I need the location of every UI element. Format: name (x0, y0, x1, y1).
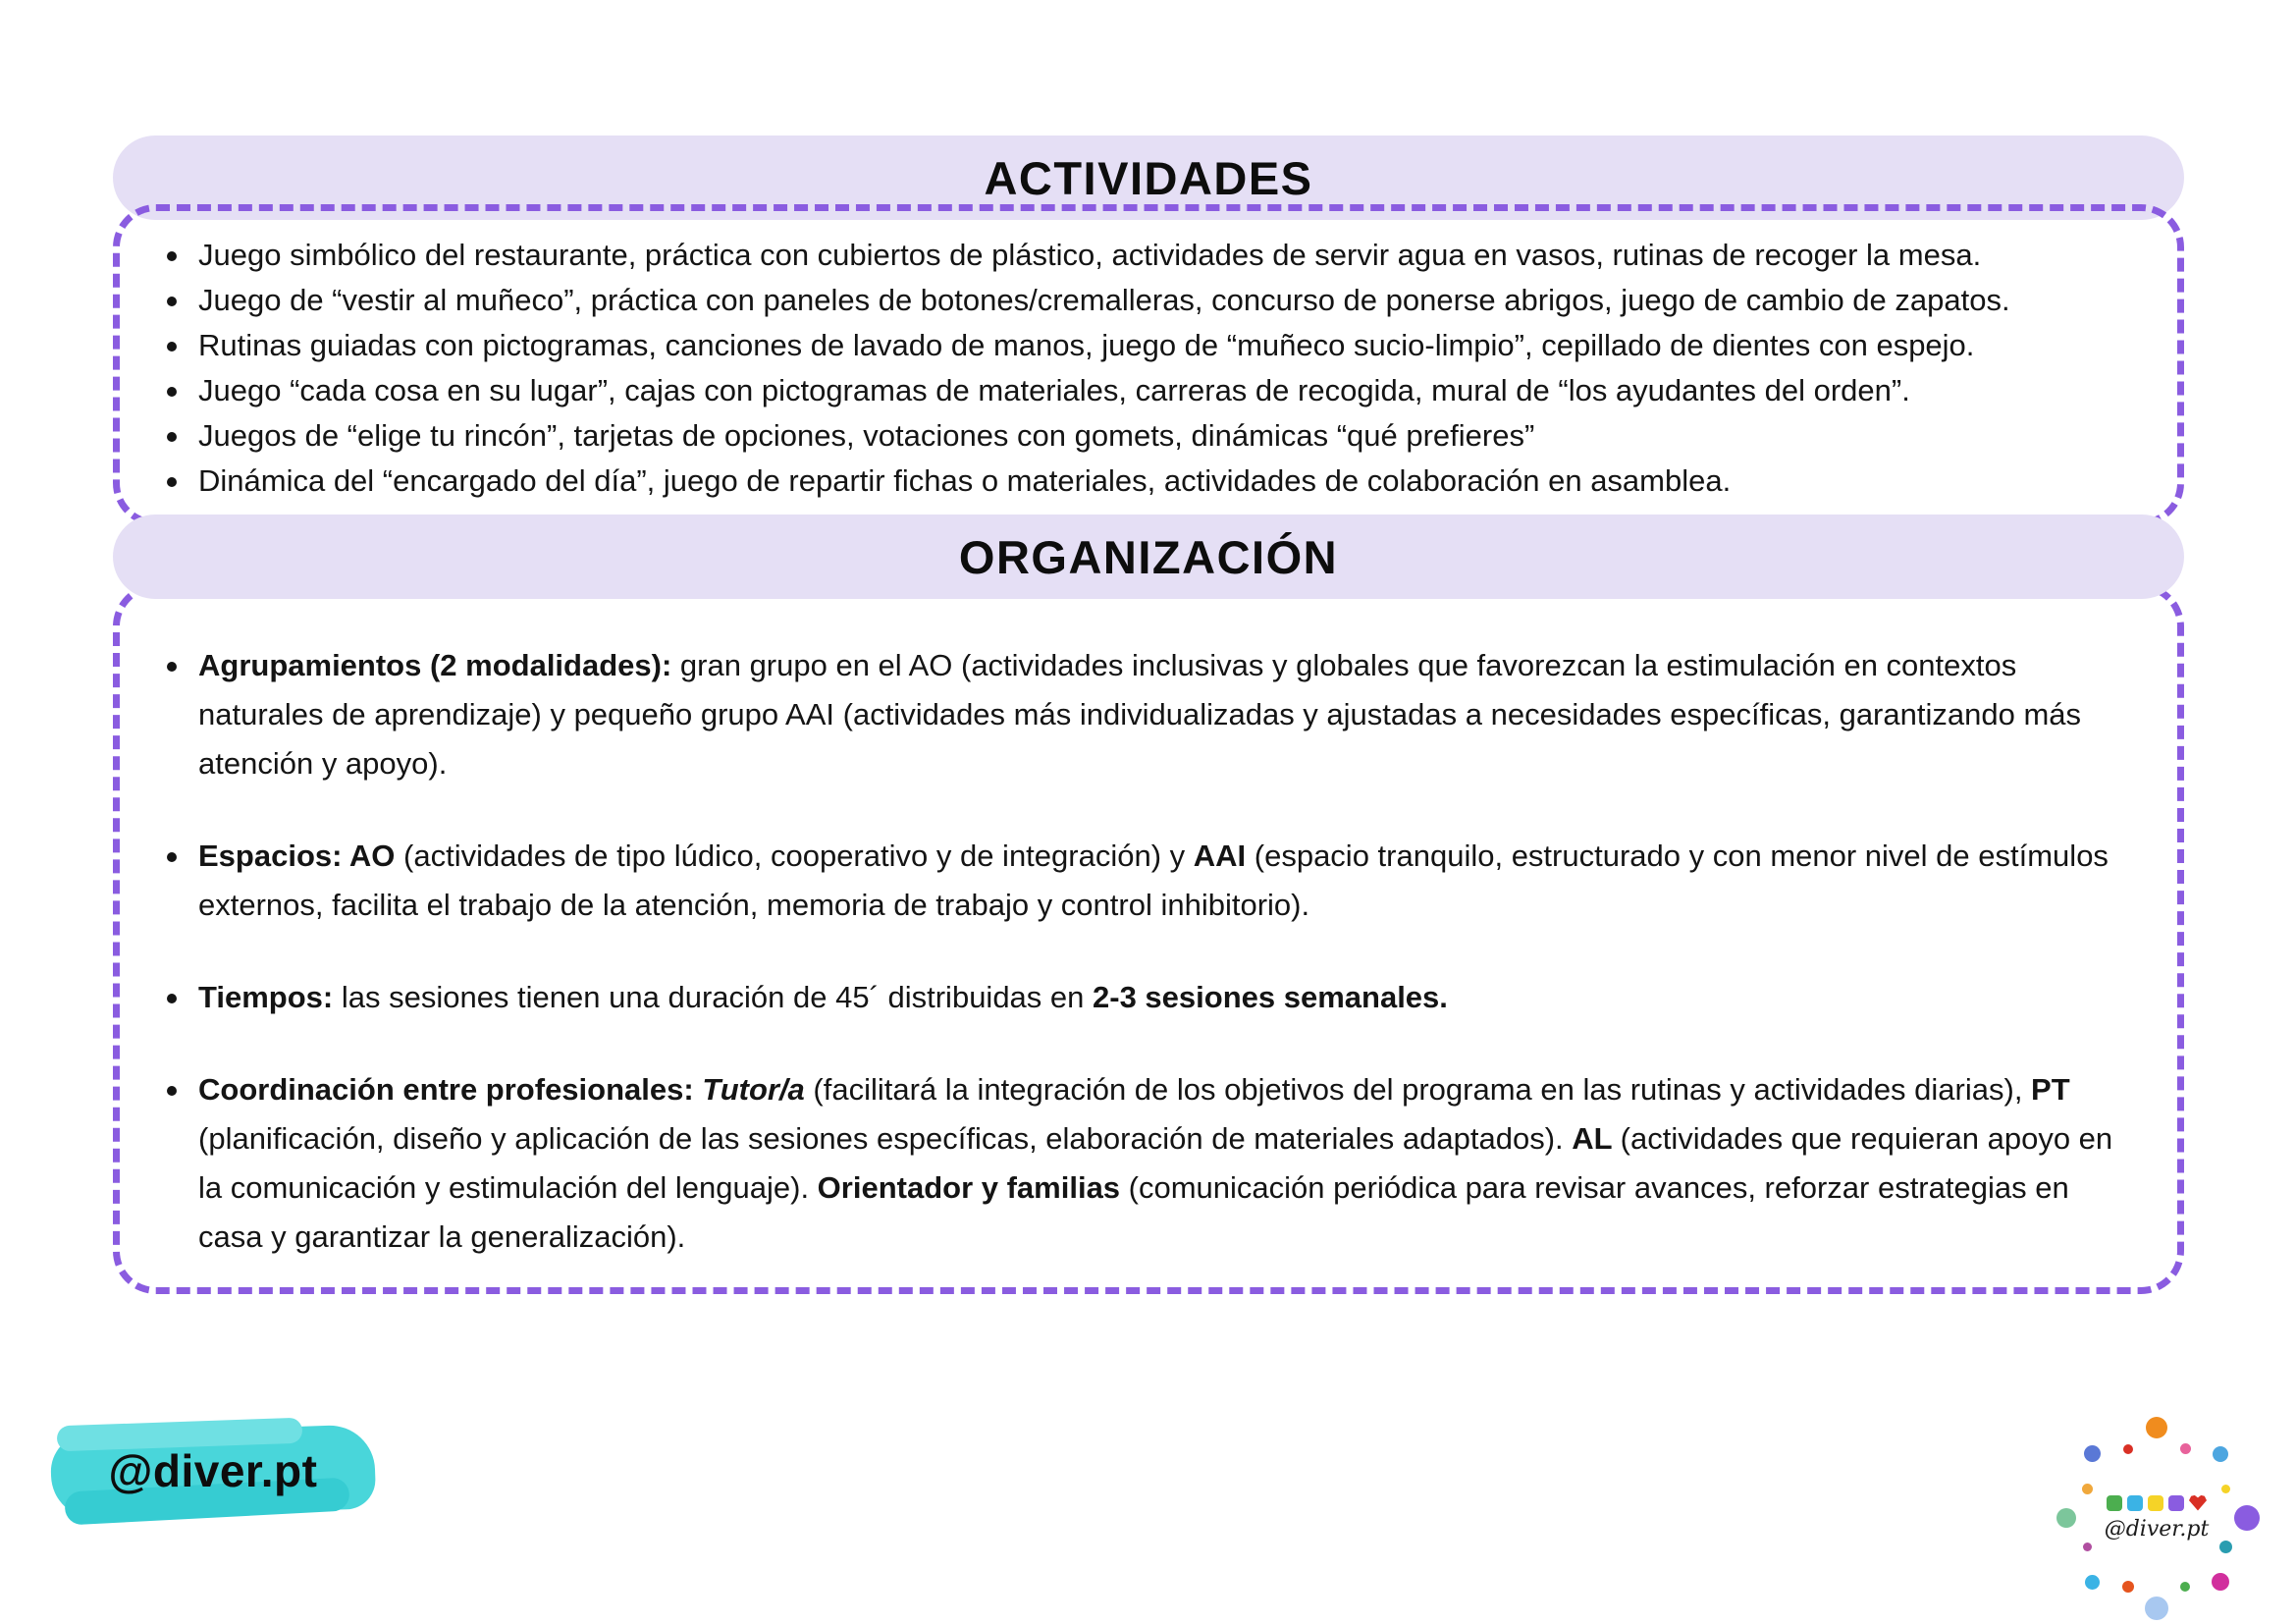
bullet-dot (167, 297, 177, 306)
bullet-segment: gran grupo en el AO (actividades inclusivas y globales que favorezcan la estimulación en contextos naturales de aprendizaje) y pequeño grupo AAI (actividades más individualizadas y ajustadas a necesidades específicas, garantizando más atención y apoyo). (198, 648, 2082, 781)
bullet-segment-bold: PT (2031, 1072, 2070, 1107)
logo-figure (2168, 1495, 2184, 1511)
section-header-organizacion (113, 514, 2184, 599)
logo-dot (2085, 1575, 2100, 1590)
logo-dot (2180, 1443, 2191, 1454)
bullet-segment: (facilitará la integración de los objetivos del programa en las rutinas y actividades diarias), (813, 1072, 2032, 1107)
document-content (113, 135, 2184, 1294)
logo-dot (2146, 1417, 2167, 1438)
bullet-dot (167, 342, 177, 352)
bullet-dot (167, 387, 177, 397)
bullet-segment-bold: Tiempos: (198, 980, 342, 1014)
bullet-segment: las sesiones tienen una duración de 45´ distribuidas en (341, 980, 1094, 1014)
section-title-organizacion: ORGANIZACIÓN (958, 530, 1339, 583)
bullet-text (198, 233, 1981, 278)
bullet-dot (167, 852, 177, 862)
bullet-segment-bold: Orientador y familias (817, 1170, 1129, 1205)
list-item (167, 368, 2126, 413)
list-item (167, 1065, 2134, 1262)
bullet-segment: Juego “cada cosa en su lugar”, cajas con pictogramas de materiales, carreras de recogida, mural de “los ayudantes del orden”. (198, 373, 1910, 407)
list-item (167, 973, 2134, 1022)
bullet-segment: (planificación, diseño y aplicación de las sesiones específicas, elaboración de materiales adaptados). (198, 1121, 1573, 1156)
bullet-segment: Dinámica del “encargado del día”, juego de repartir fichas o materiales, actividades de colaboración en asamblea. (198, 463, 1732, 498)
logo-figure (2127, 1495, 2143, 1511)
bullet-text (198, 368, 1910, 413)
brand-watermark (51, 1422, 383, 1532)
bullet-dot (167, 432, 177, 442)
section-box-organizacion (113, 583, 2184, 1294)
logo-dot (2212, 1573, 2229, 1591)
logo-figure (2148, 1495, 2163, 1511)
bullet-text (198, 973, 1448, 1022)
bullet-text (198, 278, 2010, 323)
brand-handle: @diver.pt (108, 1445, 318, 1496)
bullet-dot (167, 1086, 177, 1096)
bullet-dot (167, 251, 177, 261)
logo-dot (2123, 1444, 2133, 1454)
diver-logo (2044, 1412, 2269, 1624)
bullet-segment-bold: AL (1572, 1121, 1621, 1156)
bullet-segment: Rutinas guiadas con pictogramas, canciones de lavado de manos, juego de “muñeco sucio-limpio”, cepillado de dientes con espejo. (198, 328, 1975, 362)
logo-dot (2056, 1508, 2076, 1528)
logo-dot (2180, 1582, 2190, 1592)
actividades-list (167, 233, 2126, 504)
bullet-text (198, 459, 1731, 504)
logo-heart-icon (2189, 1495, 2207, 1511)
bullet-segment: (comunicación periódica para revisar avances, reforzar estrategias en casa y garantizar la generalización). (198, 1170, 2069, 1254)
bullet-segment-bold: Agrupamientos (2 modalidades): (198, 648, 680, 682)
logo-dot (2122, 1581, 2134, 1593)
organizacion-list (167, 641, 2134, 1262)
section-title-actividades: ACTIVIDADES (984, 151, 1313, 204)
bullet-segment-bold: Tutor/a (702, 1072, 814, 1107)
logo-handle: @diver.pt (2104, 1516, 2210, 1542)
logo-dot (2084, 1445, 2101, 1462)
bullet-text (198, 413, 1534, 459)
logo-figures-icon (2107, 1495, 2207, 1511)
logo-center (2078, 1473, 2235, 1563)
bullet-segment: Juego simbólico del restaurante, práctica con cubiertos de plástico, actividades de servir agua en vasos, rutinas de recoger la mesa. (198, 238, 1982, 272)
bullet-segment: (actividades que requieran apoyo en la comunicación y estimulación del lenguaje). (198, 1121, 2113, 1205)
bullet-segment: (espacio tranquilo, estructurado y con menor nivel de estímulos externos, facilita el trabajo de la atención, memoria de trabajo y control inhibitorio). (198, 839, 2109, 922)
list-item (167, 323, 2126, 368)
bullet-text (198, 323, 1974, 368)
bullet-text (198, 641, 2134, 788)
logo-dot (2234, 1505, 2260, 1531)
list-item (167, 459, 2126, 504)
list-item (167, 641, 2134, 788)
bullet-text (198, 1065, 2134, 1262)
bullet-dot (167, 477, 177, 487)
bullet-segment: Juegos de “elige tu rincón”, tarjetas de opciones, votaciones con gomets, dinámicas “qué prefieres” (198, 418, 1535, 453)
bullet-dot (167, 994, 177, 1003)
bullet-segment: (actividades de tipo lúdico, cooperativo y de integración) y (403, 839, 1194, 873)
bullet-segment-bold: Coordinación entre profesionales: (198, 1072, 703, 1107)
logo-dot (2213, 1446, 2228, 1462)
section-box-actividades (113, 204, 2184, 526)
bullet-segment-bold: Espacios: AO (198, 839, 404, 873)
bullet-text (198, 832, 2134, 930)
list-item (167, 413, 2126, 459)
list-item (167, 278, 2126, 323)
list-item (167, 233, 2126, 278)
bullet-segment: Juego de “vestir al muñeco”, práctica con paneles de botones/cremalleras, concurso de ponerse abrigos, juego de cambio de zapatos. (198, 283, 2010, 317)
bullet-segment-bold: AAI (1193, 839, 1255, 873)
list-item (167, 832, 2134, 930)
bullet-segment-bold: 2-3 sesiones semanales. (1093, 980, 1448, 1014)
logo-dot (2145, 1597, 2168, 1620)
logo-figure (2107, 1495, 2122, 1511)
bullet-dot (167, 662, 177, 672)
